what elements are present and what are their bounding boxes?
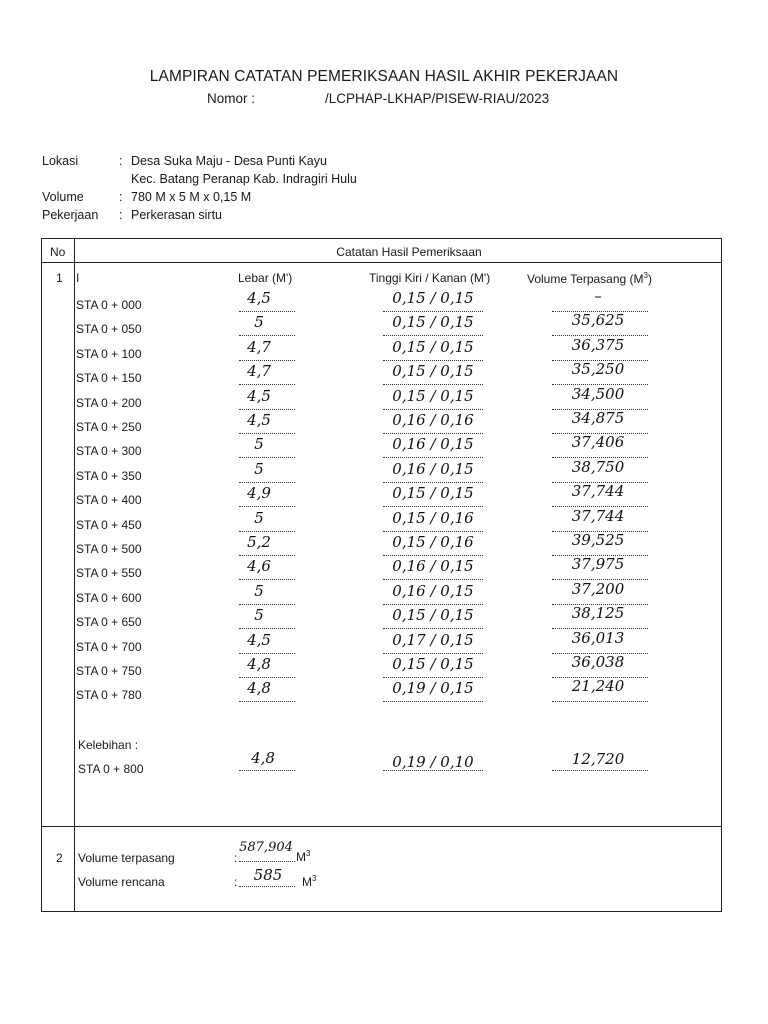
row-tinggi-dots — [383, 311, 483, 312]
volume-rencana-unit-sup: 3 — [312, 874, 317, 883]
row-lebar-dots — [239, 653, 295, 654]
row-lebar-dots — [239, 409, 295, 410]
lokasi-line1: Desa Suka Maju - Desa Punti Kayu — [131, 154, 327, 168]
column-divider — [74, 238, 75, 912]
section-divider — [41, 826, 722, 827]
kelebihan-label: Kelebihan : — [78, 738, 139, 752]
row-lebar: 5 — [254, 313, 264, 332]
row-sta: STA 0 + 700 — [76, 639, 142, 654]
row-lebar-dots — [239, 482, 295, 483]
volume-terpasang-value: 587,904 — [239, 840, 293, 855]
row-volume: 36,375 — [571, 335, 625, 354]
volume-value: 780 M x 5 M x 0,15 M — [131, 190, 252, 204]
row-lebar: 4,6 — [247, 557, 271, 576]
row-tinggi: 0,17 / 0,15 — [392, 630, 474, 649]
lokasi-label: Lokasi — [42, 154, 79, 168]
row-tinggi-dots — [383, 701, 483, 702]
row-sta: STA 0 + 750 — [76, 664, 142, 678]
row-tinggi: 0,15 / 0,15 — [392, 337, 474, 356]
volume-rencana-separator: : — [234, 875, 238, 889]
row-sta: STA 0 + 400 — [76, 493, 142, 508]
kelebihan-volume-dots — [552, 770, 648, 771]
row-tinggi-dots — [383, 604, 483, 605]
row-tinggi-dots — [383, 579, 483, 580]
volume-label: Volume — [42, 190, 84, 204]
row-sta: STA 0 + 780 — [76, 688, 142, 703]
kelebihan-sta: STA 0 + 800 — [78, 762, 144, 776]
row-sta: STA 0 + 550 — [76, 566, 142, 581]
volume-rencana-value: 585 — [253, 866, 283, 884]
row-sta: STA 0 + 050 — [76, 322, 142, 337]
row-volume-dots — [552, 701, 648, 702]
column-header-volume-text: Volume Terpasang (M — [527, 272, 644, 286]
column-header-tinggi: Tinggi Kiri / Kanan (M') — [369, 271, 491, 285]
row-lebar-dots — [239, 335, 295, 336]
volume-terpasang-unit-text: M — [296, 850, 306, 864]
header-divider — [41, 262, 722, 263]
volume-terpasang-separator: : — [234, 851, 238, 865]
row-volume: 34,500 — [571, 384, 625, 403]
row-lebar: 4,7 — [247, 337, 271, 356]
row-tinggi: 0,15 / 0,16 — [392, 533, 474, 551]
row-sta: STA 0 + 150 — [76, 371, 142, 386]
row-lebar-dots — [239, 506, 295, 507]
lokasi-line2: Kec. Batang Peranap Kab. Indragiri Hulu — [131, 172, 357, 186]
row-sta: STA 0 + 250 — [76, 420, 142, 434]
row-lebar-dots — [239, 457, 295, 458]
row-volume: 38,750 — [571, 457, 625, 476]
row-lebar: 5 — [254, 435, 264, 454]
row-lebar-dots — [239, 384, 295, 385]
row-tinggi: 0,16 / 0,15 — [392, 435, 474, 454]
kelebihan-lebar-dots — [239, 770, 295, 771]
row-volume: 36,038 — [571, 653, 625, 671]
row-tinggi: 0,15 / 0,15 — [392, 313, 474, 332]
row-tinggi: 0,16 / 0,15 — [392, 581, 474, 600]
row-sta: STA 0 + 450 — [76, 517, 142, 532]
section-1-label: I — [76, 271, 80, 285]
row-volume: 38,125 — [571, 604, 625, 623]
volume-rencana-unit — [302, 874, 316, 889]
row-sta: STA 0 + 100 — [76, 346, 142, 361]
row-sta: STA 0 + 200 — [76, 395, 142, 410]
kelebihan-tinggi: 0,19 / 0,10 — [392, 753, 474, 771]
nomor-value: /LCPHAP-LKHAP/PISEW-RIAU/2023 — [325, 91, 550, 106]
row-sta: STA 0 + 600 — [76, 590, 142, 605]
row-volume: 35,250 — [571, 360, 625, 379]
row-tinggi: 0,16 / 0,15 — [392, 459, 474, 478]
row-lebar: 4,7 — [247, 362, 271, 381]
row-sta: STA 0 + 000 — [76, 298, 142, 312]
row-lebar: 5 — [254, 606, 264, 625]
row-sta: STA 0 + 350 — [76, 468, 142, 483]
row-volume: 37,406 — [571, 433, 625, 452]
row-tinggi: 0,19 / 0,15 — [392, 679, 474, 698]
row-volume: 34,875 — [571, 409, 625, 427]
row-lebar-dots — [239, 433, 295, 434]
row-tinggi-dots — [383, 335, 483, 336]
row-tinggi-dots — [383, 457, 483, 458]
lokasi-separator: : — [119, 154, 123, 168]
row-tinggi: 0,15 / 0,16 — [392, 508, 474, 527]
row-tinggi: 0,16 / 0,16 — [392, 411, 474, 429]
row-tinggi-dots — [383, 653, 483, 654]
row-sta: STA 0 + 500 — [76, 542, 142, 556]
row-sta: STA 0 + 650 — [76, 615, 142, 630]
row-tinggi-dots — [383, 628, 483, 629]
row-volume: 37,744 — [571, 506, 625, 525]
page-title: LAMPIRAN CATATAN PEMERIKSAAN HASIL AKHIR PEKERJAAN — [149, 68, 619, 85]
row-tinggi: 0,15 / 0,15 — [392, 606, 474, 625]
row-tinggi: 0,15 / 0,15 — [392, 362, 474, 381]
row-lebar: 4,8 — [247, 679, 271, 698]
row-lebar: 5 — [254, 508, 264, 527]
section-1-number: 1 — [56, 271, 63, 285]
volume-rencana-label: Volume rencana — [78, 875, 165, 889]
column-header-catatan: Catatan Hasil Pemeriksaan — [336, 245, 482, 259]
row-lebar-dots — [239, 677, 295, 678]
volume-rencana-unit-text: M — [302, 875, 312, 889]
row-tinggi-dots — [383, 555, 483, 556]
row-tinggi-dots — [383, 433, 483, 434]
row-volume: 35,625 — [571, 311, 625, 330]
row-lebar: 4,5 — [247, 411, 271, 429]
row-lebar-dots — [239, 555, 295, 556]
column-header-volume-sup: 3 — [643, 271, 648, 280]
pekerjaan-value: Perkerasan sirtu — [131, 208, 223, 222]
row-tinggi-dots — [383, 506, 483, 507]
column-header-lebar: Lebar (M') — [238, 271, 293, 285]
pekerjaan-label: Pekerjaan — [42, 208, 99, 222]
row-lebar-dots — [239, 311, 295, 312]
row-volume: 37,744 — [571, 482, 625, 501]
row-lebar-dots — [239, 701, 295, 702]
row-lebar: 4,8 — [247, 655, 271, 673]
volume-terpasang-label: Volume terpasang — [78, 851, 175, 865]
row-lebar: 4,5 — [247, 386, 271, 405]
row-volume: – — [594, 287, 602, 305]
row-volume: 37,975 — [571, 555, 625, 574]
column-header-volume-close: ) — [647, 272, 652, 286]
row-volume: 36,013 — [571, 628, 625, 647]
row-sta: STA 0 + 300 — [76, 444, 142, 459]
row-lebar: 4,5 — [247, 630, 271, 649]
row-lebar-dots — [239, 360, 295, 361]
row-tinggi-dots — [383, 360, 483, 361]
volume-rencana-dots — [239, 886, 295, 887]
volume-terpasang-unit — [296, 849, 310, 864]
row-tinggi: 0,16 / 0,15 — [392, 557, 474, 576]
row-tinggi-dots — [383, 409, 483, 410]
row-volume: 39,525 — [571, 531, 625, 549]
row-lebar: 5 — [254, 581, 264, 600]
column-header-volume — [527, 271, 652, 286]
row-lebar: 5,2 — [247, 533, 271, 551]
kelebihan-volume: 12,720 — [571, 750, 625, 768]
row-lebar-dots — [239, 531, 295, 532]
row-volume: 21,240 — [571, 677, 625, 696]
volume-terpasang-unit-sup: 3 — [306, 849, 311, 858]
row-lebar: 4,5 — [247, 289, 271, 307]
volume-terpasang-dots — [239, 861, 295, 862]
column-header-no: No — [50, 245, 66, 259]
row-lebar: 5 — [254, 459, 264, 478]
volume-separator: : — [119, 190, 123, 204]
row-tinggi: 0,15 / 0,15 — [392, 386, 474, 405]
row-tinggi-dots — [383, 531, 483, 532]
row-tinggi: 0,15 / 0,15 — [392, 655, 474, 673]
section-2-number: 2 — [56, 851, 63, 865]
row-lebar: 4,9 — [247, 484, 271, 503]
row-tinggi: 0,15 / 0,15 — [392, 484, 474, 503]
row-volume: 37,200 — [571, 579, 625, 598]
pekerjaan-separator: : — [119, 208, 123, 222]
row-tinggi-dots — [383, 384, 483, 385]
row-tinggi-dots — [383, 677, 483, 678]
nomor-label: Nomor : — [207, 91, 256, 106]
row-lebar-dots — [239, 628, 295, 629]
row-lebar-dots — [239, 579, 295, 580]
row-tinggi-dots — [383, 482, 483, 483]
row-tinggi: 0,15 / 0,15 — [392, 289, 474, 307]
row-lebar-dots — [239, 604, 295, 605]
kelebihan-tinggi-dots — [383, 770, 483, 771]
kelebihan-lebar: 4,8 — [251, 749, 275, 767]
